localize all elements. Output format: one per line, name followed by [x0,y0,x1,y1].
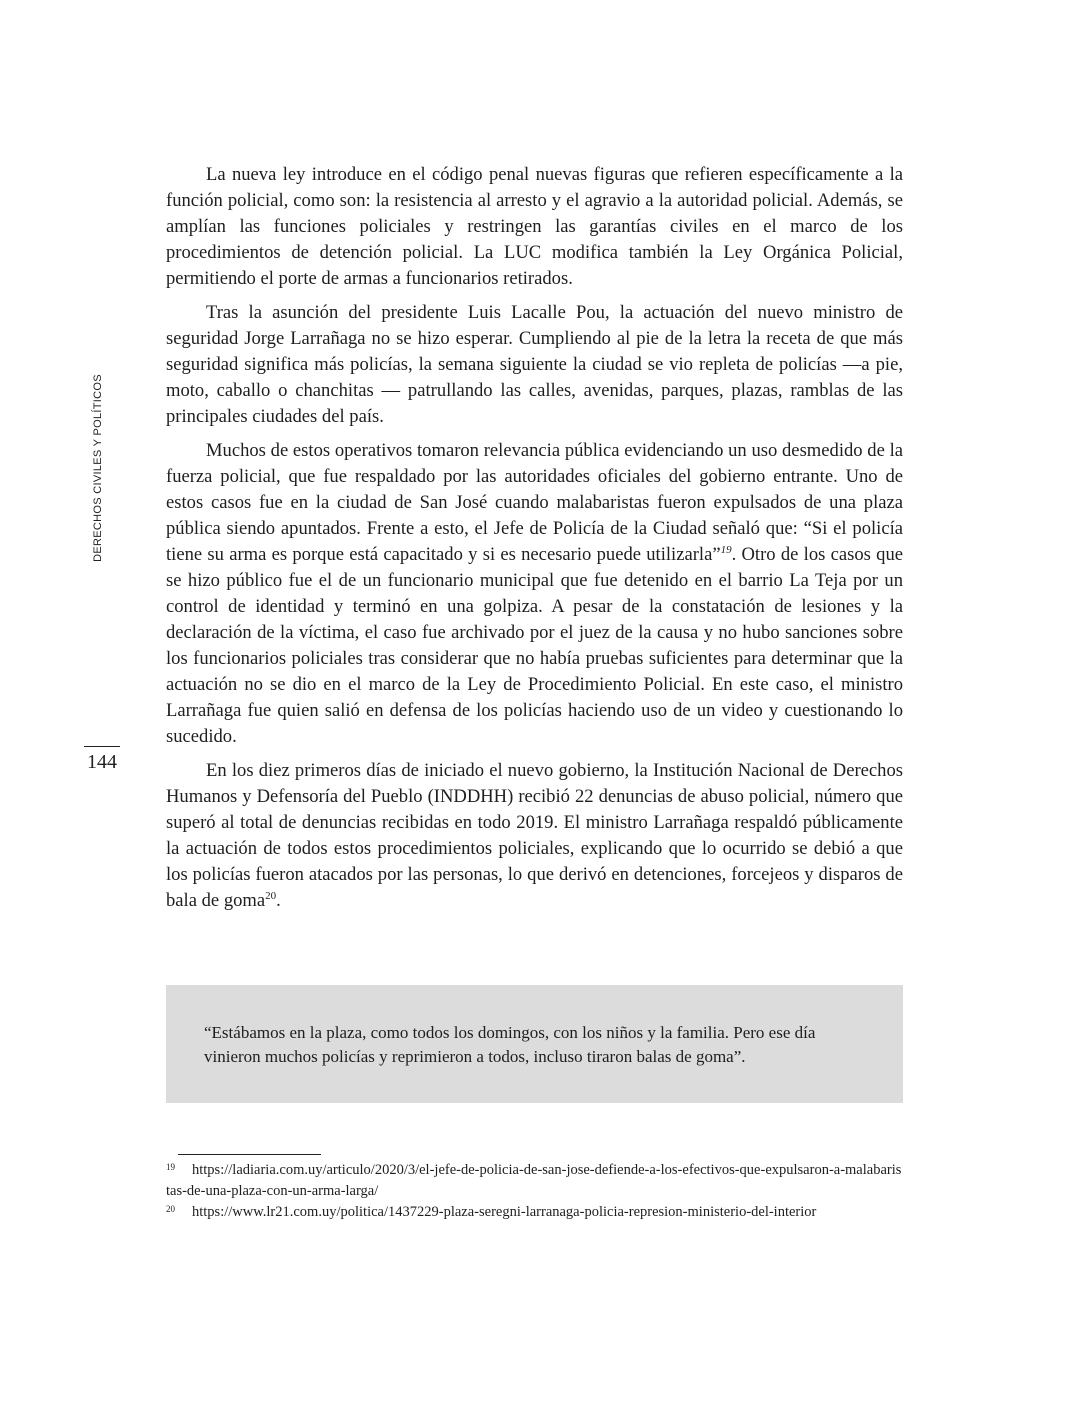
page-number: 144 [84,746,120,774]
main-text [166,162,903,922]
footnote-separator [178,1154,321,1155]
footnote-number: 20 [166,1204,175,1214]
paragraph-3 [166,438,903,750]
testimony-quote-text: “Estábamos en la plaza, como todos los domingos, con los niños y la familia. Pero ese día vinieron muchos policías y reprimieron a todos, incluso tiraron balas de goma”. [204,1023,816,1066]
paragraph-3-text-b: . Otro de los casos que se hizo público fue el de un funcionario municipal que fue detenido en el barrio La Teja por un control de identidad y terminó en una golpiza. A pesar de la constatación de lesiones y la declaración de la víctima, el caso fue archivado por el juez de la causa y no hubo sanciones sobre los funcionarios policiales tras considerar que no había pruebas suficientes para determinar que la actuación no se dio en el marco de la Ley de Procedimiento Policial. En este caso, el ministro Larrañaga fue quien salió en defensa de los policías haciendo uso de un video y cuestionando lo sucedido. [166,544,903,747]
paragraph-4 [166,758,903,914]
testimony-quote-box [166,985,903,1103]
footnote-20 [166,1202,903,1223]
footnotes [166,1160,903,1223]
footnote-ref-19[interactable]: 19 [720,543,732,556]
footnote-link[interactable]: https://www.lr21.com.uy/politica/1437229-plaza-seregni-larranaga-policia-represion-ministerio-del-interior [192,1204,817,1220]
paragraph-4-text-a: En los diez primeros días de iniciado el nuevo gobierno, la Institución Nacional de Derechos Humanos y Defensoría del Pueblo (INDDHH) recibió 22 denuncias de abuso policial, número que superó al total de denuncias recibidas en todo 2019. El ministro Larrañaga respaldó públicamente la actuación de todos estos procedimientos policiales, explicando que lo ocurrido se debió a que los policías fueron atacados por las personas, lo que derivó en detenciones, forcejeos y disparos de bala de goma [166,760,903,911]
paragraph-3-text-a: Muchos de estos operativos tomaron relevancia pública evidenciando un uso desmedido de la fuerza policial, que fue respaldado por las autoridades oficiales del gobierno entrante. Uno de estos casos fue en la ciudad de San José cuando malabaristas fueron expulsados de una plaza pública siendo apuntados. Frente a esto, el Jefe de Policía de la Ciudad señaló que: “Si el policía tiene su arma es porque está capacitado y si es necesario puede utilizarla” [166,440,903,565]
footnote-number: 19 [166,1162,175,1172]
footnote-19 [166,1160,903,1202]
footnote-ref-20[interactable]: 20 [265,889,277,902]
section-title-text: DERECHOS CIVILES Y POLÍTICOS [92,374,104,562]
paragraph-2: Tras la asunción del presidente Luis Lacalle Pou, la actuación del nuevo ministro de seguridad Jorge Larrañaga no se hizo esperar. Cumpliendo al pie de la letra la receta de que más seguridad significa más policías, la semana siguiente la ciudad se vio repleta de policías —a pie, moto, caballo o chanchitas — patrullando las calles, avenidas, parques, plazas, ramblas de las principales ciudades del país. [166,302,903,427]
paragraph-4-text-b: . [276,890,281,911]
footnote-link[interactable]: https://ladiaria.com.uy/articulo/2020/3/el-jefe-de-policia-de-san-jose-defiende-a-los-efectivos-que-expulsaron-a-malabaristas-de-una-plaza-con-un-arma-larga/ [166,1162,902,1199]
paragraph-1: La nueva ley introduce en el código penal nuevas figuras que refieren específicamente a la función policial, como son: la resistencia al arresto y el agravio a la autoridad policial. Además, se amplían las funciones policiales y restringen las garantías civiles en el marco de los procedimientos de detención policial. La LUC modifica también la Ley Orgánica Policial, permitiendo el porte de armas a funcionarios retirados. [166,164,903,289]
